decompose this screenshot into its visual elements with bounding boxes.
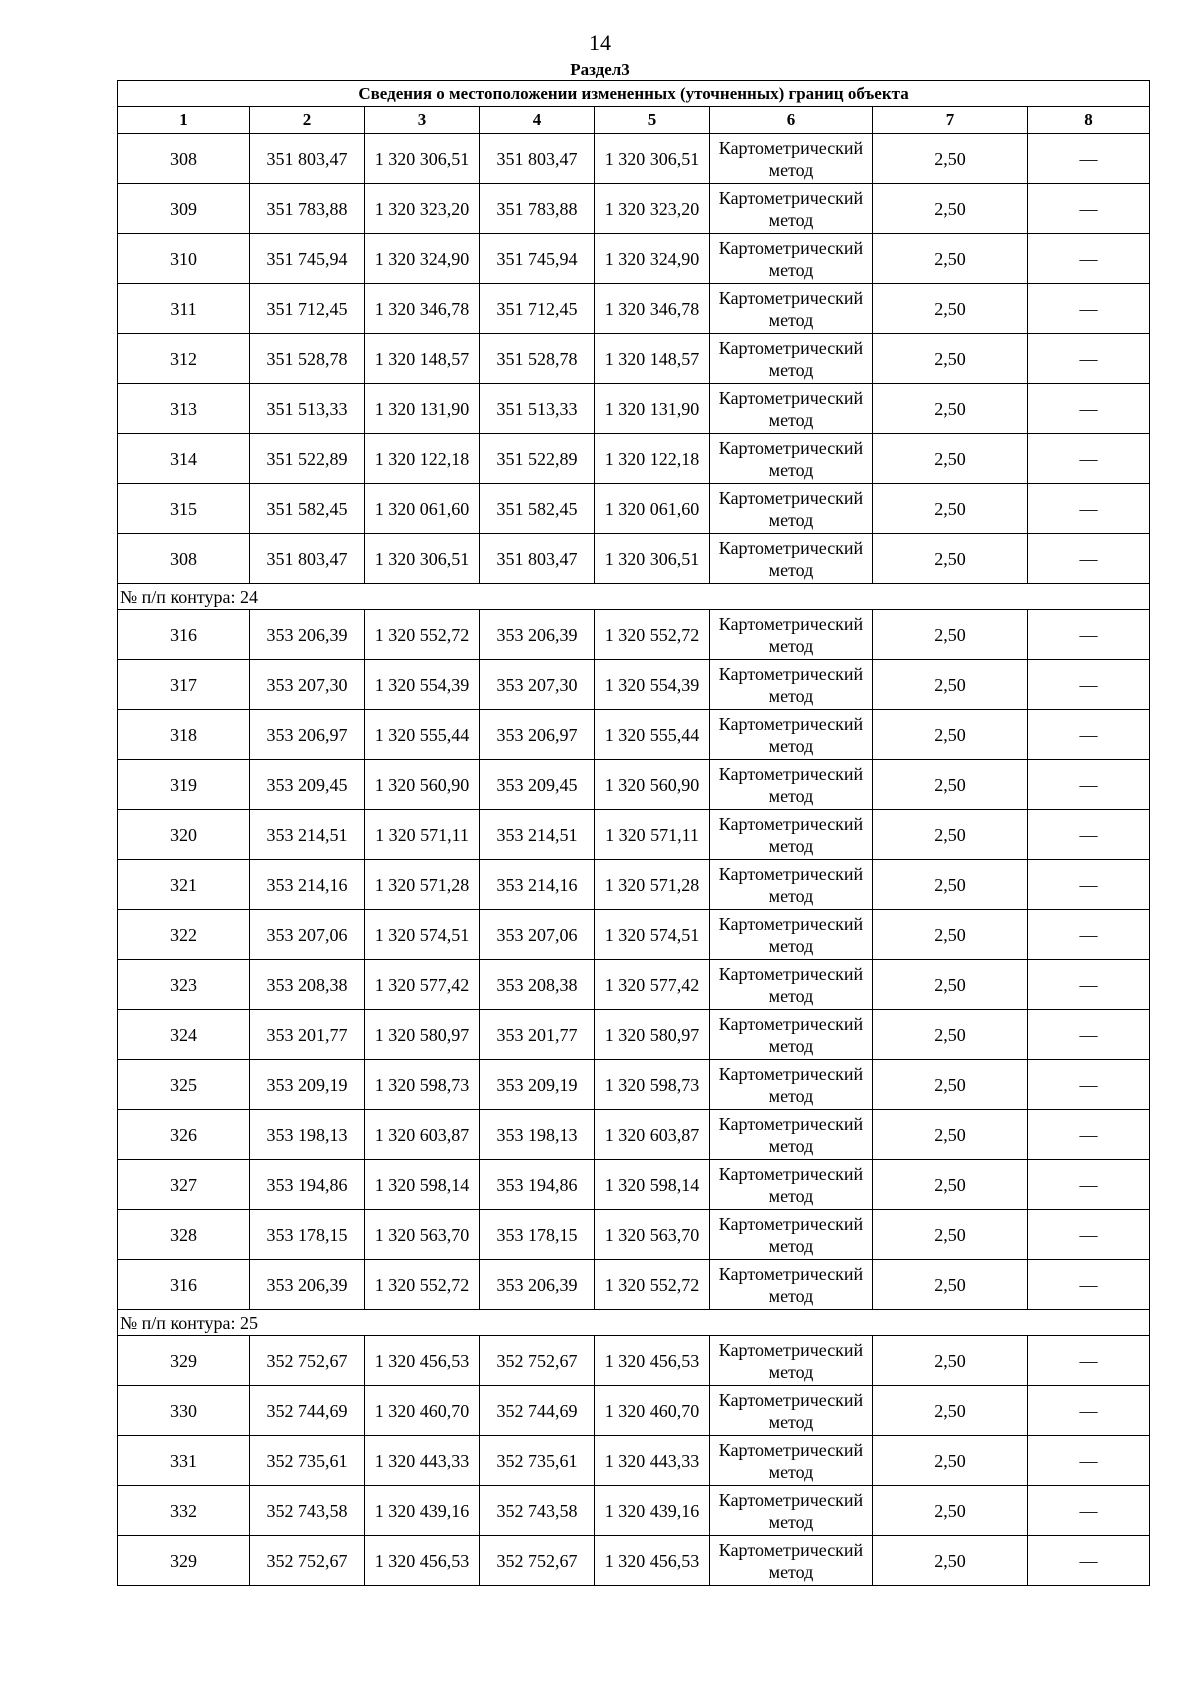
point-number-cell: 323	[118, 960, 250, 1010]
point-number-cell: 309	[118, 184, 250, 234]
boundary-table	[117, 80, 1150, 1586]
note-cell: —	[1028, 960, 1150, 1010]
table-row	[118, 1336, 1150, 1386]
y-coord-new-cell: 1 320 555,44	[595, 710, 710, 760]
x-coord-new-cell: 351 582,45	[480, 484, 595, 534]
point-number-cell: 332	[118, 1486, 250, 1536]
point-number-cell: 319	[118, 760, 250, 810]
x-coord-cell: 351 745,94	[250, 234, 365, 284]
column-header: 4	[480, 107, 595, 134]
accuracy-cell: 2,50	[873, 334, 1028, 384]
x-coord-cell: 351 712,45	[250, 284, 365, 334]
table-row	[118, 1010, 1150, 1060]
note-cell: —	[1028, 1160, 1150, 1210]
note-cell: —	[1028, 1536, 1150, 1586]
column-header: 6	[710, 107, 873, 134]
point-number-cell: 330	[118, 1386, 250, 1436]
x-coord-new-cell: 353 194,86	[480, 1160, 595, 1210]
y-coord-cell: 1 320 443,33	[365, 1436, 480, 1486]
y-coord-cell: 1 320 552,72	[365, 610, 480, 660]
y-coord-cell: 1 320 563,70	[365, 1210, 480, 1260]
column-header: 7	[873, 107, 1028, 134]
point-number-cell: 327	[118, 1160, 250, 1210]
y-coord-new-cell: 1 320 603,87	[595, 1110, 710, 1160]
x-coord-new-cell: 353 207,30	[480, 660, 595, 710]
note-cell: —	[1028, 760, 1150, 810]
column-header: 1	[118, 107, 250, 134]
table-caption: Сведения о местоположении измененных (уточненных) границ объекта	[118, 81, 1150, 107]
table-row	[118, 1060, 1150, 1110]
y-coord-new-cell: 1 320 148,57	[595, 334, 710, 384]
y-coord-cell: 1 320 460,70	[365, 1386, 480, 1436]
point-number-cell: 312	[118, 334, 250, 384]
y-coord-cell: 1 320 554,39	[365, 660, 480, 710]
method-cell: Картометрический метод	[710, 860, 873, 910]
point-number-cell: 311	[118, 284, 250, 334]
y-coord-new-cell: 1 320 598,14	[595, 1160, 710, 1210]
y-coord-new-cell: 1 320 443,33	[595, 1436, 710, 1486]
y-coord-cell: 1 320 571,11	[365, 810, 480, 860]
point-number-cell: 315	[118, 484, 250, 534]
y-coord-new-cell: 1 320 571,28	[595, 860, 710, 910]
table-row	[118, 1110, 1150, 1160]
y-coord-new-cell: 1 320 324,90	[595, 234, 710, 284]
x-coord-cell: 353 206,39	[250, 610, 365, 660]
y-coord-new-cell: 1 320 061,60	[595, 484, 710, 534]
x-coord-new-cell: 351 745,94	[480, 234, 595, 284]
method-cell: Картометрический метод	[710, 184, 873, 234]
x-coord-cell: 351 803,47	[250, 534, 365, 584]
x-coord-new-cell: 353 198,13	[480, 1110, 595, 1160]
table-row	[118, 1436, 1150, 1486]
accuracy-cell: 2,50	[873, 1486, 1028, 1536]
y-coord-new-cell: 1 320 306,51	[595, 134, 710, 184]
y-coord-new-cell: 1 320 456,53	[595, 1336, 710, 1386]
column-header: 8	[1028, 107, 1150, 134]
method-cell: Картометрический метод	[710, 660, 873, 710]
accuracy-cell: 2,50	[873, 1436, 1028, 1486]
note-cell: —	[1028, 1010, 1150, 1060]
accuracy-cell: 2,50	[873, 534, 1028, 584]
x-coord-new-cell: 353 214,16	[480, 860, 595, 910]
point-number-cell: 308	[118, 534, 250, 584]
point-number-cell: 320	[118, 810, 250, 860]
method-cell: Картометрический метод	[710, 810, 873, 860]
note-cell: —	[1028, 660, 1150, 710]
method-cell: Картометрический метод	[710, 1486, 873, 1536]
point-number-cell: 316	[118, 610, 250, 660]
note-cell: —	[1028, 334, 1150, 384]
table-row	[118, 960, 1150, 1010]
table-row	[118, 184, 1150, 234]
method-cell: Картометрический метод	[710, 1110, 873, 1160]
x-coord-cell: 353 194,86	[250, 1160, 365, 1210]
x-coord-new-cell: 352 735,61	[480, 1436, 595, 1486]
x-coord-new-cell: 353 208,38	[480, 960, 595, 1010]
y-coord-cell: 1 320 552,72	[365, 1260, 480, 1310]
note-cell: —	[1028, 484, 1150, 534]
y-coord-cell: 1 320 346,78	[365, 284, 480, 334]
page-number: 14	[589, 30, 611, 55]
accuracy-cell: 2,50	[873, 384, 1028, 434]
table-row	[118, 134, 1150, 184]
point-number-cell: 331	[118, 1436, 250, 1486]
method-cell: Картометрический метод	[710, 610, 873, 660]
x-coord-cell: 353 201,77	[250, 1010, 365, 1060]
table-row	[118, 334, 1150, 384]
table-row	[118, 860, 1150, 910]
x-coord-new-cell: 352 752,67	[480, 1336, 595, 1386]
x-coord-cell: 353 209,45	[250, 760, 365, 810]
method-cell: Картометрический метод	[710, 1160, 873, 1210]
table-row	[118, 234, 1150, 284]
accuracy-cell: 2,50	[873, 1536, 1028, 1586]
y-coord-cell: 1 320 574,51	[365, 910, 480, 960]
method-cell: Картометрический метод	[710, 1386, 873, 1436]
y-coord-new-cell: 1 320 456,53	[595, 1536, 710, 1586]
table-row	[118, 534, 1150, 584]
accuracy-cell: 2,50	[873, 184, 1028, 234]
y-coord-new-cell: 1 320 598,73	[595, 1060, 710, 1110]
x-coord-cell: 353 206,39	[250, 1260, 365, 1310]
table-row	[118, 610, 1150, 660]
y-coord-new-cell: 1 320 131,90	[595, 384, 710, 434]
accuracy-cell: 2,50	[873, 710, 1028, 760]
y-coord-new-cell: 1 320 577,42	[595, 960, 710, 1010]
y-coord-new-cell: 1 320 460,70	[595, 1386, 710, 1436]
x-coord-cell: 352 743,58	[250, 1486, 365, 1536]
accuracy-cell: 2,50	[873, 760, 1028, 810]
y-coord-cell: 1 320 560,90	[365, 760, 480, 810]
note-cell: —	[1028, 1210, 1150, 1260]
x-coord-new-cell: 353 209,45	[480, 760, 595, 810]
method-cell: Картометрический метод	[710, 534, 873, 584]
x-coord-new-cell: 353 206,97	[480, 710, 595, 760]
y-coord-cell: 1 320 580,97	[365, 1010, 480, 1060]
point-number-cell: 326	[118, 1110, 250, 1160]
note-cell: —	[1028, 384, 1150, 434]
x-coord-cell: 352 752,67	[250, 1336, 365, 1386]
section-title: Раздел3	[570, 60, 630, 79]
accuracy-cell: 2,50	[873, 1160, 1028, 1210]
x-coord-cell: 351 783,88	[250, 184, 365, 234]
accuracy-cell: 2,50	[873, 660, 1028, 710]
table-body	[118, 81, 1150, 1586]
table-row	[118, 910, 1150, 960]
note-cell: —	[1028, 1386, 1150, 1436]
note-cell: —	[1028, 810, 1150, 860]
y-coord-new-cell: 1 320 439,16	[595, 1486, 710, 1536]
note-cell: —	[1028, 1336, 1150, 1386]
x-coord-new-cell: 351 513,33	[480, 384, 595, 434]
point-number-cell: 329	[118, 1536, 250, 1586]
table-row	[118, 760, 1150, 810]
y-coord-cell: 1 320 122,18	[365, 434, 480, 484]
y-coord-cell: 1 320 148,57	[365, 334, 480, 384]
x-coord-cell: 353 214,16	[250, 860, 365, 910]
point-number-cell: 328	[118, 1210, 250, 1260]
accuracy-cell: 2,50	[873, 284, 1028, 334]
note-cell: —	[1028, 1060, 1150, 1110]
x-coord-cell: 351 528,78	[250, 334, 365, 384]
table-caption-row	[118, 81, 1150, 107]
x-coord-new-cell: 352 744,69	[480, 1386, 595, 1436]
y-coord-new-cell: 1 320 122,18	[595, 434, 710, 484]
y-coord-cell: 1 320 306,51	[365, 534, 480, 584]
x-coord-new-cell: 352 743,58	[480, 1486, 595, 1536]
x-coord-new-cell: 353 201,77	[480, 1010, 595, 1060]
x-coord-new-cell: 353 178,15	[480, 1210, 595, 1260]
y-coord-cell: 1 320 577,42	[365, 960, 480, 1010]
table-row	[118, 810, 1150, 860]
column-header: 2	[250, 107, 365, 134]
x-coord-cell: 353 207,06	[250, 910, 365, 960]
y-coord-new-cell: 1 320 554,39	[595, 660, 710, 710]
table-row	[118, 434, 1150, 484]
contour-header-row	[118, 584, 1150, 610]
x-coord-cell: 353 206,97	[250, 710, 365, 760]
accuracy-cell: 2,50	[873, 234, 1028, 284]
x-coord-new-cell: 353 207,06	[480, 910, 595, 960]
method-cell: Картометрический метод	[710, 1536, 873, 1586]
point-number-cell: 329	[118, 1336, 250, 1386]
method-cell: Картометрический метод	[710, 334, 873, 384]
accuracy-cell: 2,50	[873, 1210, 1028, 1260]
column-header-row	[118, 107, 1150, 134]
note-cell: —	[1028, 234, 1150, 284]
table-row	[118, 1486, 1150, 1536]
table-row	[118, 1260, 1150, 1310]
note-cell: —	[1028, 860, 1150, 910]
y-coord-cell: 1 320 061,60	[365, 484, 480, 534]
y-coord-new-cell: 1 320 563,70	[595, 1210, 710, 1260]
note-cell: —	[1028, 1110, 1150, 1160]
accuracy-cell: 2,50	[873, 484, 1028, 534]
table-row	[118, 660, 1150, 710]
y-coord-cell: 1 320 598,14	[365, 1160, 480, 1210]
method-cell: Картометрический метод	[710, 1336, 873, 1386]
y-coord-cell: 1 320 603,87	[365, 1110, 480, 1160]
x-coord-new-cell: 353 206,39	[480, 1260, 595, 1310]
method-cell: Картометрический метод	[710, 1010, 873, 1060]
y-coord-cell: 1 320 306,51	[365, 134, 480, 184]
method-cell: Картометрический метод	[710, 960, 873, 1010]
table-row	[118, 384, 1150, 434]
y-coord-cell: 1 320 571,28	[365, 860, 480, 910]
note-cell: —	[1028, 610, 1150, 660]
note-cell: —	[1028, 1436, 1150, 1486]
y-coord-new-cell: 1 320 552,72	[595, 610, 710, 660]
y-coord-cell: 1 320 456,53	[365, 1536, 480, 1586]
accuracy-cell: 2,50	[873, 1386, 1028, 1436]
x-coord-cell: 352 744,69	[250, 1386, 365, 1436]
x-coord-new-cell: 351 528,78	[480, 334, 595, 384]
table-row	[118, 710, 1150, 760]
y-coord-cell: 1 320 555,44	[365, 710, 480, 760]
accuracy-cell: 2,50	[873, 434, 1028, 484]
method-cell: Картометрический метод	[710, 434, 873, 484]
x-coord-cell: 352 735,61	[250, 1436, 365, 1486]
accuracy-cell: 2,50	[873, 1060, 1028, 1110]
x-coord-cell: 351 582,45	[250, 484, 365, 534]
x-coord-new-cell: 351 803,47	[480, 534, 595, 584]
y-coord-new-cell: 1 320 571,11	[595, 810, 710, 860]
x-coord-cell: 353 208,38	[250, 960, 365, 1010]
accuracy-cell: 2,50	[873, 960, 1028, 1010]
x-coord-cell: 351 513,33	[250, 384, 365, 434]
y-coord-cell: 1 320 439,16	[365, 1486, 480, 1536]
x-coord-new-cell: 352 752,67	[480, 1536, 595, 1586]
point-number-cell: 313	[118, 384, 250, 434]
point-number-cell: 321	[118, 860, 250, 910]
method-cell: Картометрический метод	[710, 760, 873, 810]
accuracy-cell: 2,50	[873, 610, 1028, 660]
point-number-cell: 317	[118, 660, 250, 710]
table-row	[118, 1536, 1150, 1586]
point-number-cell: 308	[118, 134, 250, 184]
y-coord-cell: 1 320 456,53	[365, 1336, 480, 1386]
contour-header-row	[118, 1310, 1150, 1336]
method-cell: Картометрический метод	[710, 134, 873, 184]
accuracy-cell: 2,50	[873, 1336, 1028, 1386]
note-cell: —	[1028, 910, 1150, 960]
y-coord-cell: 1 320 131,90	[365, 384, 480, 434]
table-row	[118, 1210, 1150, 1260]
point-number-cell: 324	[118, 1010, 250, 1060]
x-coord-new-cell: 351 803,47	[480, 134, 595, 184]
method-cell: Картометрический метод	[710, 1210, 873, 1260]
x-coord-cell: 353 178,15	[250, 1210, 365, 1260]
y-coord-new-cell: 1 320 346,78	[595, 284, 710, 334]
x-coord-new-cell: 353 206,39	[480, 610, 595, 660]
x-coord-cell: 353 209,19	[250, 1060, 365, 1110]
method-cell: Картометрический метод	[710, 284, 873, 334]
point-number-cell: 314	[118, 434, 250, 484]
note-cell: —	[1028, 184, 1150, 234]
point-number-cell: 322	[118, 910, 250, 960]
x-coord-new-cell: 351 522,89	[480, 434, 595, 484]
table-row	[118, 1386, 1150, 1436]
y-coord-new-cell: 1 320 580,97	[595, 1010, 710, 1060]
table-row	[118, 484, 1150, 534]
accuracy-cell: 2,50	[873, 1110, 1028, 1160]
y-coord-new-cell: 1 320 574,51	[595, 910, 710, 960]
x-coord-new-cell: 351 783,88	[480, 184, 595, 234]
method-cell: Картометрический метод	[710, 910, 873, 960]
x-coord-cell: 351 522,89	[250, 434, 365, 484]
y-coord-cell: 1 320 324,90	[365, 234, 480, 284]
accuracy-cell: 2,50	[873, 1260, 1028, 1310]
y-coord-new-cell: 1 320 560,90	[595, 760, 710, 810]
method-cell: Картометрический метод	[710, 384, 873, 434]
y-coord-new-cell: 1 320 552,72	[595, 1260, 710, 1310]
point-number-cell: 310	[118, 234, 250, 284]
point-number-cell: 325	[118, 1060, 250, 1110]
x-coord-cell: 353 214,51	[250, 810, 365, 860]
accuracy-cell: 2,50	[873, 134, 1028, 184]
note-cell: —	[1028, 534, 1150, 584]
x-coord-cell: 353 198,13	[250, 1110, 365, 1160]
note-cell: —	[1028, 1486, 1150, 1536]
method-cell: Картометрический метод	[710, 234, 873, 284]
accuracy-cell: 2,50	[873, 860, 1028, 910]
accuracy-cell: 2,50	[873, 1010, 1028, 1060]
accuracy-cell: 2,50	[873, 810, 1028, 860]
method-cell: Картометрический метод	[710, 1260, 873, 1310]
x-coord-cell: 352 752,67	[250, 1536, 365, 1586]
x-coord-cell: 353 207,30	[250, 660, 365, 710]
method-cell: Картометрический метод	[710, 710, 873, 760]
contour-label: № п/п контура: 25	[118, 1310, 1150, 1336]
method-cell: Картометрический метод	[710, 484, 873, 534]
table-row	[118, 284, 1150, 334]
y-coord-new-cell: 1 320 306,51	[595, 534, 710, 584]
column-header: 5	[595, 107, 710, 134]
x-coord-cell: 351 803,47	[250, 134, 365, 184]
note-cell: —	[1028, 434, 1150, 484]
note-cell: —	[1028, 284, 1150, 334]
x-coord-new-cell: 353 214,51	[480, 810, 595, 860]
method-cell: Картометрический метод	[710, 1436, 873, 1486]
y-coord-cell: 1 320 323,20	[365, 184, 480, 234]
table-row	[118, 1160, 1150, 1210]
y-coord-cell: 1 320 598,73	[365, 1060, 480, 1110]
note-cell: —	[1028, 710, 1150, 760]
method-cell: Картометрический метод	[710, 1060, 873, 1110]
column-header: 3	[365, 107, 480, 134]
contour-label: № п/п контура: 24	[118, 584, 1150, 610]
point-number-cell: 316	[118, 1260, 250, 1310]
point-number-cell: 318	[118, 710, 250, 760]
accuracy-cell: 2,50	[873, 910, 1028, 960]
x-coord-new-cell: 351 712,45	[480, 284, 595, 334]
note-cell: —	[1028, 134, 1150, 184]
note-cell: —	[1028, 1260, 1150, 1310]
y-coord-new-cell: 1 320 323,20	[595, 184, 710, 234]
x-coord-new-cell: 353 209,19	[480, 1060, 595, 1110]
